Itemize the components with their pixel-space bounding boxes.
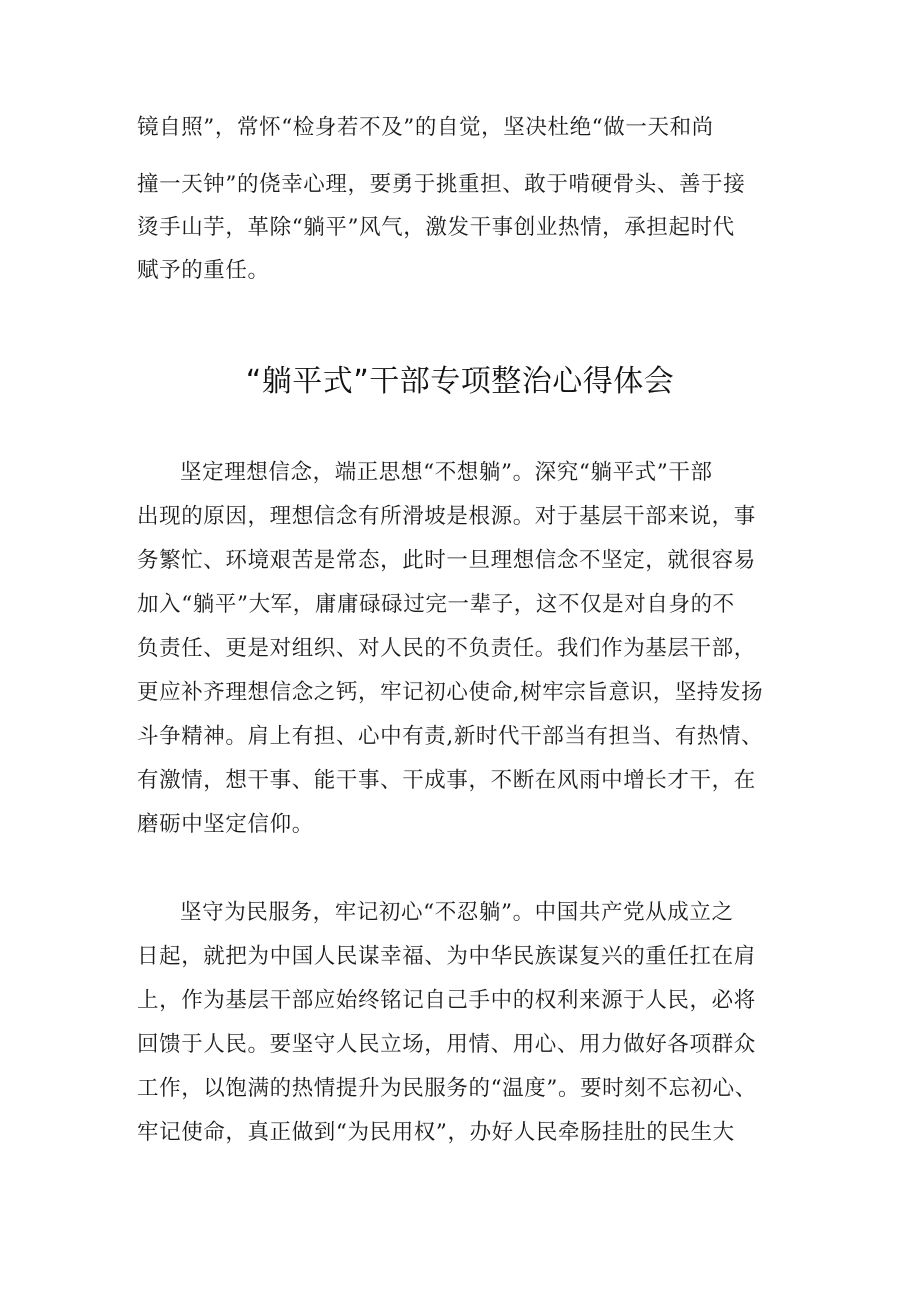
paragraph2-line-3: 上，作为基层干部应始终铭记自己手中的权利来源于人民，必将 bbox=[137, 988, 756, 1013]
paragraph1-line-4: 加入“躺平”大军，庸庸碌碌过完一辈子，这不仅是对自身的不 bbox=[137, 592, 735, 617]
paragraph1-line-5: 负责任、更是对组织、对人民的不负责任。我们作为基层干部， bbox=[137, 636, 756, 661]
intro-line-2: 撞一天钟”的侥幸心理，要勇于挑重担、敢于啃硬骨头、善于接 bbox=[137, 172, 746, 197]
paragraph2-line-6: 牢记使命，真正做到“为民用权”，办好人民牵肠挂肚的民生大 bbox=[137, 1120, 735, 1145]
paragraph1-line-7: 斗争精神。肩上有担、心中有责,新时代干部当有担当、有热情、 bbox=[137, 724, 764, 749]
intro-line-1: 镜自照”，常怀“检身若不及”的自觉，坚决杜绝“做一天和尚 bbox=[137, 115, 714, 140]
intro-line-3: 烫手山芋，革除“躺平”风气，激发干事创业热情，承担起时代 bbox=[137, 215, 735, 240]
paragraph1-line-9: 磨砺中坚定信仰。 bbox=[137, 812, 314, 837]
paragraph1-line-1: 坚定理想信念，端正思想“不想躺”。深究“躺平式”干部 bbox=[180, 460, 713, 485]
paragraph1-line-3: 务繁忙、环境艰苦是常态，此时一旦理想信念不坚定，就很容易 bbox=[137, 548, 756, 573]
paragraph2-line-4: 回馈于人民。要坚守人民立场，用情、用心、用力做好各项群众 bbox=[137, 1032, 756, 1057]
paragraph1-line-8: 有激情，想干事、能干事、干成事，不断在风雨中增长才干，在 bbox=[137, 768, 756, 793]
paragraph1-line-6: 更应补齐理想信念之钙，牢记初心使命,树牢宗旨意识，坚持发扬 bbox=[137, 680, 764, 705]
paragraph2-line-2: 日起，就把为中国人民谋幸福、为中华民族谋复兴的重任扛在肩 bbox=[137, 944, 756, 969]
paragraph2-line-5: 工作，以饱满的热情提升为民服务的“温度”。要时刻不忘初心、 bbox=[137, 1076, 757, 1101]
paragraph2-line-1: 坚守为民服务，牢记初心“不忍躺”。中国共产党从成立之 bbox=[180, 900, 734, 925]
article-title: “躺平式”干部专项整治心得体会 bbox=[245, 364, 675, 399]
paragraph1-line-2: 出现的原因，理想信念有所滑坡是根源。对于基层干部来说，事 bbox=[137, 504, 756, 529]
intro-line-4: 赋予的重任。 bbox=[137, 258, 270, 283]
